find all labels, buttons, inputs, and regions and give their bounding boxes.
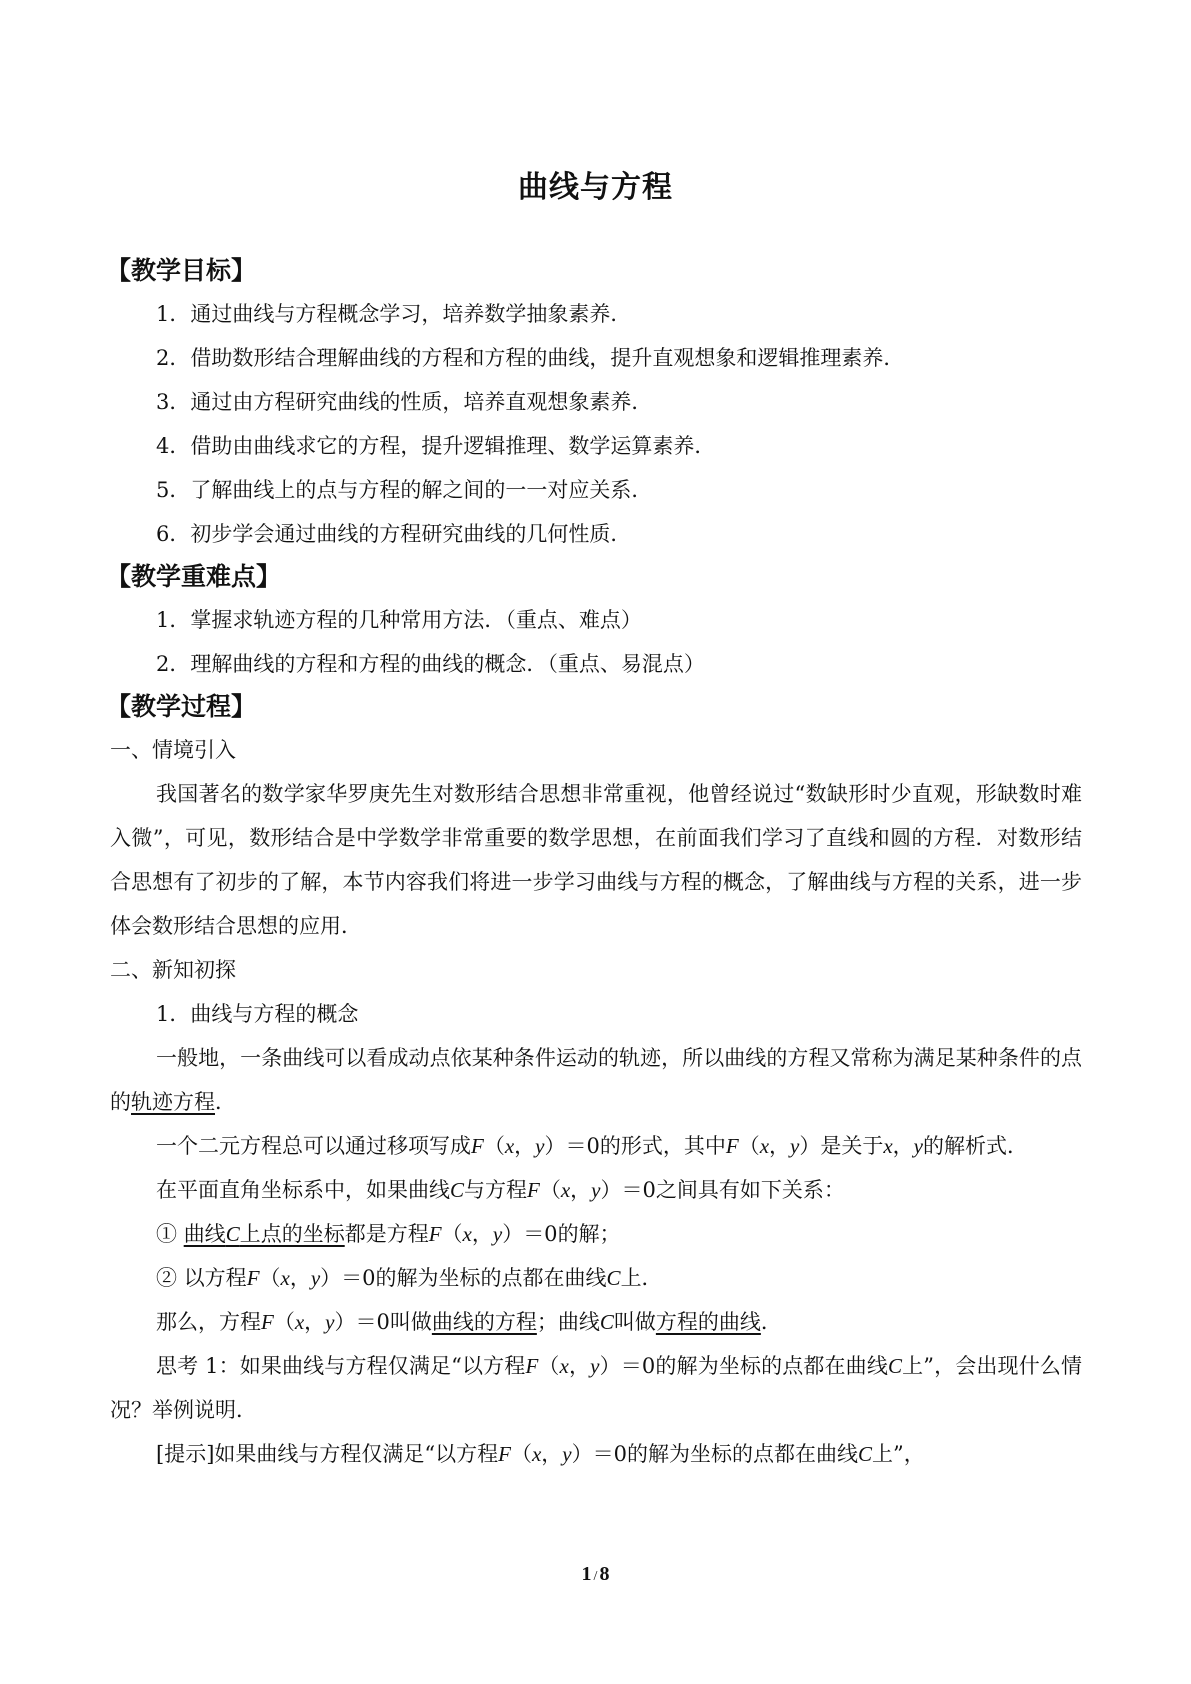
- hint-line: [提示]如果曲线与方程仅满足“以方程F（x，y）＝0的解为坐标的点都在曲线C上”，: [156, 1442, 925, 1466]
- condition-one: ① 曲线C上点的坐标都是方程F（x，y）＝0的解；: [156, 1222, 621, 1246]
- goals-heading: 【教学目标】: [106, 256, 257, 285]
- process-heading: 【教学过程】: [106, 692, 257, 721]
- subsection-title: 1．曲线与方程的概念: [156, 1002, 359, 1026]
- term-trajectory-equation: 轨迹方程: [131, 1090, 215, 1114]
- condition-intro-line: 在平面直角坐标系中，如果曲线C与方程F（x，y）＝0之间具有如下关系：: [156, 1178, 845, 1202]
- binary-equation-paragraph: 一个二元方程总可以通过移项写成F（x，y）＝0的形式，其中F（x，y）是关于x，y的解析式．: [156, 1134, 1028, 1158]
- difficulties-heading: 【教学重难点】: [106, 562, 282, 591]
- condition-two: ② 以方程F（x，y）＝0的解为坐标的点都在曲线C上．: [156, 1266, 663, 1290]
- page-number: 1 / 8: [581, 1563, 610, 1585]
- goal-item: 4．借助由曲线求它的方程，提升逻辑推理、数学运算素养．: [156, 434, 716, 458]
- goal-item: 1．通过曲线与方程概念学习，培养数学抽象素养．: [156, 302, 632, 326]
- term-equation-of-curve: 曲线的方程: [431, 1310, 537, 1334]
- goal-item: 6．初步学会通过曲线的方程研究曲线的几何性质．: [156, 522, 632, 546]
- term-curve-point-coordinates: 曲线C上点的坐标: [183, 1222, 345, 1246]
- section-title-new-knowledge: 二、新知初探: [110, 958, 236, 982]
- document-body: [106, 250, 1082, 1476]
- think-question: 思考 1：如果曲线与方程仅满足“以方程F（x，y）＝0的解为坐标的点都在曲线C上”，会出现什么情况？举例说明．: [110, 1354, 1082, 1422]
- difficulty-item: 2．理解曲线的方程和方程的曲线的概念．（重点、易混点）: [156, 652, 705, 676]
- goal-item: 3．通过由方程研究曲线的性质，培养直观想象素养．: [156, 390, 653, 414]
- trajectory-paragraph: 一般地，一条曲线可以看成动点依某种条件运动的轨迹，所以曲线的方程又常称为满足某种条件的点的轨迹方程．: [110, 1046, 1082, 1114]
- goal-item: 2．借助数形结合理解曲线的方程和方程的曲线，提升直观想象和逻辑推理素养．: [156, 346, 905, 370]
- intro-paragraph: 我国著名的数学家华罗庚先生对数形结合思想非常重视，他曾经说过“数缺形时少直观，形缺数时难入微”，可见，数形结合是中学数学非常重要的数学思想，在前面我们学习了直线和圆的方程．对数形结合思想有了初步的了解，本节内容我们将进一步学习曲线与方程的概念，了解曲线与方程的关系，进一步体会数形结合思想的应用．: [110, 782, 1082, 938]
- definition-line: 那么，方程F（x，y）＝0叫做曲线的方程；曲线C叫做方程的曲线．: [156, 1310, 782, 1334]
- goal-item: 5．了解曲线上的点与方程的解之间的一一对应关系．: [156, 478, 653, 502]
- term-curve-of-equation: 方程的曲线: [655, 1310, 761, 1334]
- page-title: 曲线与方程: [518, 170, 673, 205]
- section-title-intro: 一、情境引入: [110, 738, 236, 762]
- difficulty-item: 1．掌握求轨迹方程的几种常用方法．（重点、难点）: [156, 608, 642, 632]
